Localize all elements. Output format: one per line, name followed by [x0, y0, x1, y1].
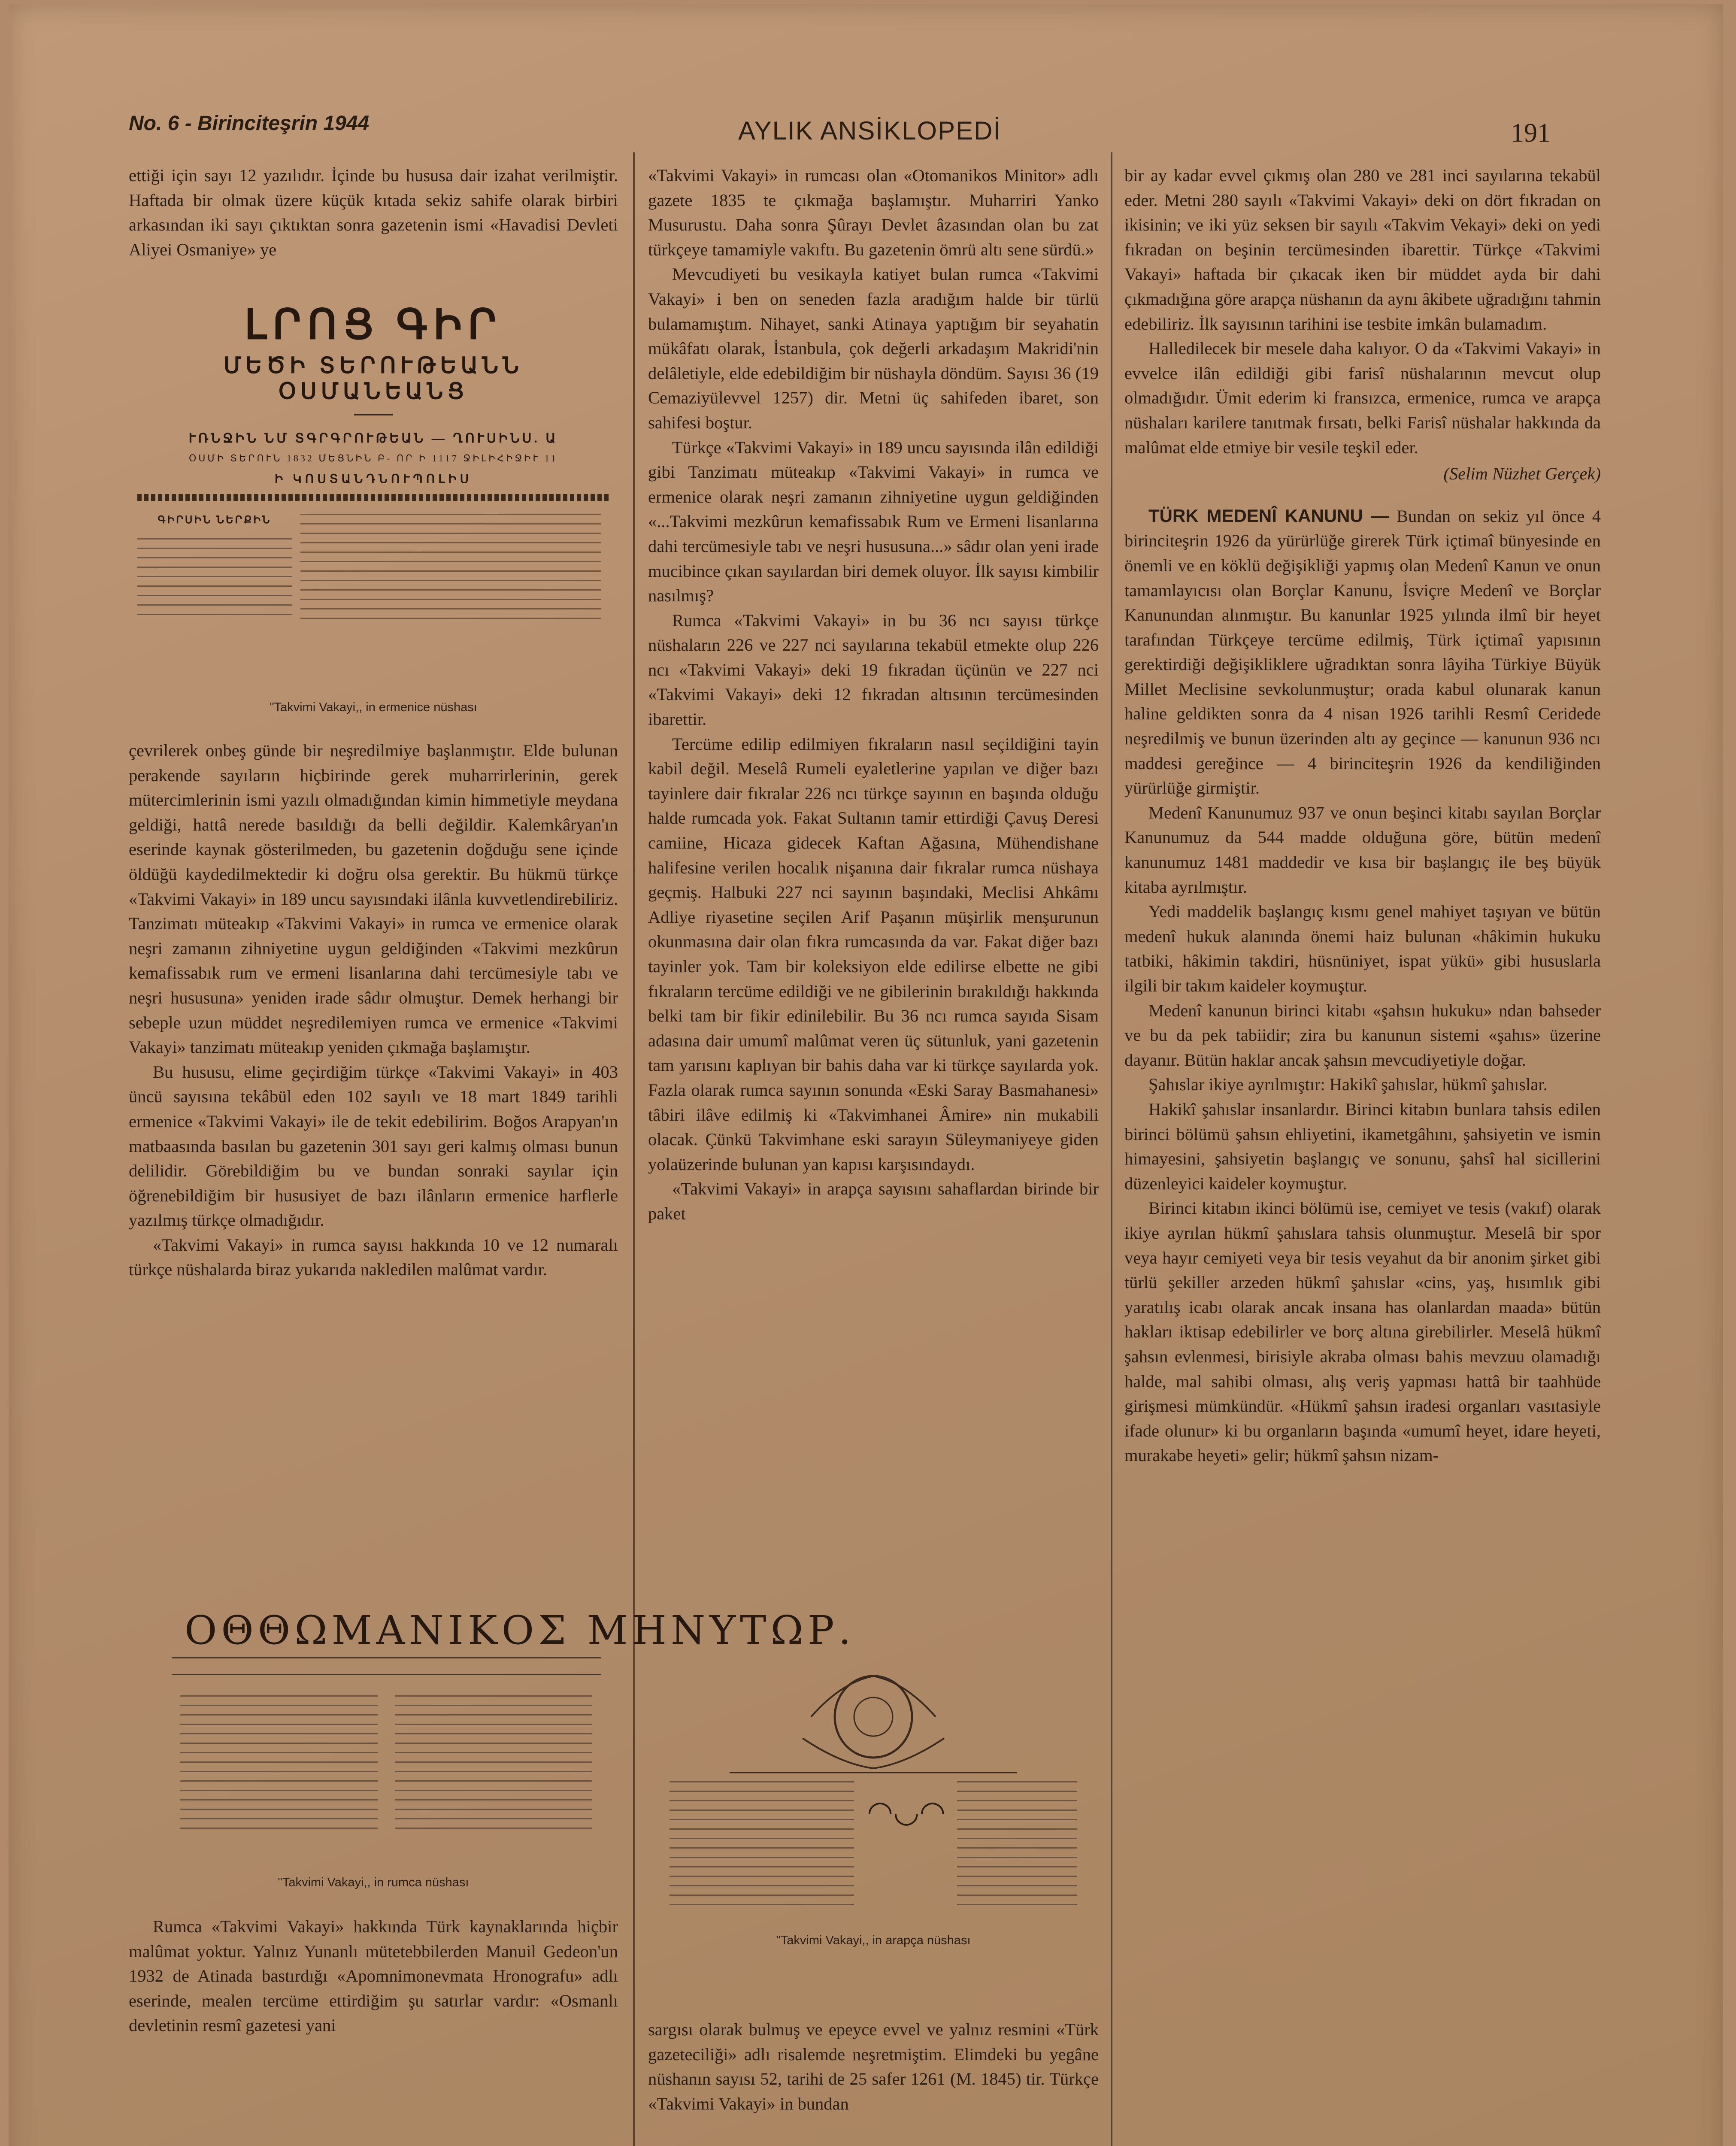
col1-top-text	[129, 163, 618, 262]
paragraph: sargısı olarak bulmuş ve epeyce evvel ve yalnız resmini «Türk gazeteciliği» adlı risalemde neşretmiştim. Elimdeki bu yegâne nüshanın sayısı 52, tarihi de 25 safer 1261 (M. 1845) tir. Türkçe «Takvimi Vakayi» in bundan	[648, 2020, 1099, 2113]
paragraph: Bu hususu, elime geçirdiğim türkçe «Takvimi Vakayi» in 403 üncü sayısına tekâbül eden 102 sayılı ve 18 mart 1849 tarihli ermenice «Takvimi Vakayi» ile de tekit edebilirim. Boğos Arapyan'ın matbaasında basılan bu gazetenin 301 sayı geri kalmış olması bunun delilidir. Görebildiğim bu ve bundan sonraki sayılar için öğrenebildiğim bir hususiyet de bazı ilânların ermenice harflerle yazılmış türkçe olmadığıdır.	[129, 1062, 618, 1230]
facsimile-title: ԼՐՈՑ ԳԻՐ	[244, 302, 503, 348]
emblem-icon	[661, 1665, 1086, 1777]
facsimile-rule	[172, 1674, 601, 1675]
facsimile-text-block	[137, 538, 292, 620]
paragraph: Rumca «Takvimi Vakayi» in bu 36 ncı sayısı türkçe nüshaların 226 ve 227 nci sayılarına tekabül etmekte olup 226 ncı «Takvimi Vakayi» deki 19 fıkradan üçünün ve 227 nci «Takvimi Vakayi» deki 12 fıkradan altısının tercümesinden ibarettir.	[648, 610, 1099, 729]
paragraph: Tercüme edilip edilmiyen fıkraların nasıl seçildiğini tayin kabil değil. Meselâ Rumeli eyaletlerine yapılan ve diğer bazı tayinlere dair fıkralar 226 ncı türkçe sayının en başında olduğu halde rumcada yok. Fakat Sultanın tamir ettirdiği Çavuş Deresi camiine, Hicaza gidecek Kaftan Ağasına, Mühendishane halifesine verilen hocalık nişanına dair fıkralar rumca nüshaya geçmiş. Halbuki 227 nci sayının başındaki, Meclisi Ahkâmı Adliye riyasetine seçilen Arif Paşanın müşirlik menşurunun okunmasına dair olan fıkra rumcasında da var. Fakat diğer bazı tayinler yok. Tam bir koleksiyon elde edilirse elbette ne gibi fıkraların tercüme edildiği ve ne gibilerinin bırakıldığı hakkında belki tam bir fikir edinilebilir. Bu 36 ncı rumca sayıda Sisam adasına dair umumî malûmat veren üç sütunluk, yani gazetenin tam yarısını kaplıyan bir bahis daha var ki türkçe sayılarda yok. Fazla olarak rumca sayının sonunda «Eski Saray Basmahanesi» tâbiri ilâve edilmiş ki «Takvimhanei Âmire» nin mukabili olacak. Çünkü Takvimhane eski sarayın Süleymaniyeye giden yolaüzerinde bulunan yan kapısı karşısındaydı.	[648, 734, 1099, 1174]
col3-body	[1124, 163, 1601, 1468]
column-divider-2	[1111, 152, 1112, 2146]
col1-body	[129, 738, 618, 1282]
col2-body	[648, 163, 1099, 1226]
col2-bottom	[648, 2017, 1099, 2116]
paragraph: Mevcudiyeti bu vesikayla katiyet bulan rumca «Takvimi Vakayi» i ben on seneden fazla aradığım halde bir türlü bulamamıştım. Nihayet, sanki Atinaya yaptığım bir seyahatin mükâfatı olarak, İstanbula, çok değerli arkadaşım Makridi'nin delâletiyle, elde edebildiğim bir nüshayla döndüm. Sayısı 36 (19 Cemaziyülevvel 1257) dir. Metni üç sahifeden ibaret, son sahifesi boştur.	[648, 264, 1099, 432]
image-caption: "Takvimi Vakayi,, in rumca nüshası	[278, 1876, 469, 1889]
column-divider-1	[633, 152, 635, 2146]
facsimile-text-block	[300, 514, 601, 625]
image-caption: "Takvimi Vakayi,, in ermenice nüshası	[270, 700, 477, 714]
article-title: TÜRK MEDENÎ KANUNU —	[1148, 505, 1389, 526]
image-caption: "Takvimi Vakayi,, in arapça nüshası	[776, 1934, 971, 1947]
issue-label: No. 6 - Birinciteşrin 1944	[129, 112, 370, 135]
author-signature: (Selim Nüzhet Gerçek)	[1443, 464, 1601, 484]
arabic-heading-glyph: ◠◡◠	[867, 1794, 946, 1829]
facsimile-text-block	[395, 1695, 592, 1833]
publication-title: AYLIK ANSİKLOPEDİ	[738, 116, 1002, 145]
paragraph: Medenî Kanunumuz 937 ve onun beşinci kitabı sayılan Borçlar Kanunumuz da 544 madde olduğuna göre, bütün medenî kanunumuz 1481 maddedir ve kısa bir başlangıç ile beş büyük kitaba ayrılmıştır.	[1124, 803, 1601, 897]
facsimile-line: ՒՌՆՋԻՆ ՆՄ ՏԳՐԳՐՈՒԹԵԱՆ — ՂՈՒՍԻՆՍ. Ա	[188, 431, 558, 446]
paragraph: «Takvimi Vakayi» in arapça sayısını sahaflardan birinde bir paket	[648, 1179, 1099, 1223]
facsimile-subtitle: ՄԵԾԻ ՏԵՐՈՒԹԵԱՆՆ ՕՍՄԱՆԵԱՆՑ	[223, 354, 524, 404]
paragraph: Halledilecek bir mesele daha kalıyor. O da «Takvimi Vakayi» in evvelce ilân edildiği gibi farisî nüshalarının mevcut olup olmadığıdır. Ümit ederim ki fransızca, ermenice, rumca ve arapça nüshaları karilere tanıtmak fırsatı, belki Farisî nüshalar hakkında da malûmat elde etmiye bir vesile teşkil eder.	[1124, 339, 1601, 457]
facsimile-line: ՕՍՄԻ ՏԵՐՈՒՆ 1832 ՄԵՑՆԻՆ Բ- ՈՐ Ի 1117 ՋԻԼԻՀԻՋԻՒ 11	[189, 453, 558, 464]
greek-newspaper-title: ΟΘΘΩΜΑΝΙΚΟΣ ΜΗΝΥΤΩΡ.	[185, 1607, 855, 1653]
page-number: 191	[1511, 118, 1551, 148]
facsimile-text-block	[180, 1695, 378, 1833]
facsimile-line: Ի ԿՈՍՏԱՆԴՆՈՒՊՈԼԻՍ	[274, 473, 473, 486]
paragraph: bir ay kadar evvel çıkmış olan 280 ve 281 inci sayılarına tekabül eder. Metni 280 sayılı «Takvimi Vakayi» deki on dört fıkradan on ikisinin; ve iki yüz seksen bir sayılı «Takvim Vekayi» deki on yedi fıkradan on beşinin tercümesinden ibarettir. Türkçe «Takvimi Vakayi» haftada bir çıkacak iken bir müddet ayda bir dahi çıkmadığına göre arapça nüshanın da aynı âkibete uğradığını tahmin edebiliriz. İlk sayısının tarihini ise tesbite imkân bulamadım.	[1124, 166, 1601, 333]
paragraph: Şahıslar ikiye ayrılmıştır: Hakikî şahıslar, hükmî şahıslar.	[1148, 1075, 1548, 1094]
facsimile-text-block	[670, 1781, 854, 1910]
col1-bottom	[129, 1914, 618, 2038]
armenian-facsimile	[137, 300, 609, 625]
paragraph: «Takvimi Vakayi» in rumca sayısı hakkında 10 ve 12 numaralı türkçe nüshalarda biraz yukarıda nakledilen malûmat vardır.	[129, 1235, 618, 1279]
facsimile-rule	[354, 414, 393, 415]
article-paragraph	[1124, 503, 1601, 800]
arabic-facsimile	[661, 1665, 1086, 1923]
facsimile-column-heading: ԳԻՐՍԻՆ ՆԵՐՔԻՆ	[158, 515, 272, 526]
paragraph: çevrilerek onbeş günde bir neşredilmiye başlanmıştır. Elde bulunan perakende sayıların hiçbirinde gerek muharrirlerinin, gerek mütercimlerinin ismi yazılı olmadığından kimin himmetiyle meydana geldiği, hattâ nerede basıldığı da belli değildir. Kalemkâryan'ın eserinde kaynak gösterilmeden, bu gazetenin doğduğu sene içinde öldüğü kaydedilmektedir ki doğru olsa gerektir. Bu hükmü türkçe «Takvimi Vakayi» in 189 uncu sayısındaki ilânla kuvvetlendirebiliriz. Tanzimatı müteakıp «Takvimi Vakayi» in rumca ve ermenice olarak neşri zamanın zihniyetine uygun geldiğinden «Takvimi mezkûrun kemafissabık rum ve ermeni lisanlarına dahi tercümesiyle tabı ve neşri hususuna» yeniden irade sâdır olmuştur. Demek herhangi bir sebeple uzun müddet neşredilemiyen rumca ve ermenice «Takvimi Vakayi» tanzimatı müteakıp yeniden çıkmağa başlamıştır.	[129, 741, 618, 1057]
facsimile-text-block	[957, 1781, 1077, 1910]
paragraph: «Takvimi Vakayi» in rumcası olan «Otomanikos Minitor» adlı gazete 1835 te çıkmağa başlamıştır. Muharriri Yanko Musurustu. Daha sonra Şûrayı Devlet âzasından olan bu zat türkçeye tamamiyle vakıftı. Bu gazetenin ömrü altı sene sürdü.»	[648, 166, 1099, 259]
paragraph: Türkçe «Takvimi Vakayi» in 189 uncu sayısında ilân edildiği gibi Tanzimatı müteakıp «Takvimi Vakayi» in rumca ve ermenice olarak neşri zamanın zihniyetine uygun geldiğinden «...Takvimi mezkûrun kemafissabık Rum ve Ermeni lisanlarına dahi tercümesiyle tabı ve neşri hususuna...» sâdır olan yeni irade mucibince çıkan sayılardan biri demek oluyor. İlk sayısı kimbilir nasılmış?	[648, 437, 1099, 606]
paragraph: Hakikî şahıslar insanlardır. Birinci kitabın bunlara tahsis edilen birinci bölümü şahsın ehliyetini, ikametgâhını, şahsiyetin ve ismin himayesini, şahsiyetin başlangıç ve sonunu, şahsî hal sicillerini düzenleyici kaideler koymuştur.	[1124, 1099, 1601, 1193]
paragraph: Medenî kanunun birinci kitabı «şahsın hukuku» ndan bahseder ve bu da pek tabiidir; zira bu kanunun sistemi «şahıs» üzerine dayanır. Bütün haklar ancak şahsın mevcudiyetiyle doğar.	[1124, 1000, 1601, 1070]
paragraph: ettiği için sayı 12 yazılıdır. İçinde bu hususa dair izahat verilmiştir. Haftada bir olmak üzere küçük kıtada sekiz sahife olarak birbiri arkasından iki sayı çıktıktan sonra gazetenin ismi «Havadisi Devleti Aliyei Osmaniye» ye	[129, 166, 618, 259]
article-text: Bundan on sekiz yıl önce 4 birinciteşrin 1926 da yürürlüğe girerek Türk içtimaî bünyesinde en önemli ve en köklü değişikliği yapmış olan Medenî Kanun ve onun tamamlayıcısı olan Borçlar Kanunu, İsviçre Medenî ve Borçlar Kanunundan alınmıştır. Bu kanunlar 1925 yılında ilmî bir heyet tarafından Türkçeye tercüme edilmiş, Türk içtimaî yapısının gerektirdiği değişikliklere uğradıktan sonra lâyiha Türkiye Büyük Millet Meclisine sevkolunmuştur; orada kabul olunarak kanun haline geldikten sonra da 4 nisan 1926 tarihli Resmî Ceridede neşredilmiş ve bunun üzerinden altı ay geçince — kanunun 936 ncı maddesi gereğince — 4 birinciteşrin 1926 da kendiliğinden yürürlüğe girmiştir.	[1124, 506, 1601, 798]
paragraph: Rumca «Takvimi Vakayi» hakkında Türk kaynaklarında hiçbir malûmat yoktur. Yalnız Yunanlı mütetebbilerden Manuil Gedeon'un 1932 de Atinada bastırdığı «Apomnimonevmata Hronografu» adlı eserinde, mealen tercüme ettirdiğim şu satırlar vardır: «Osmanlı devletinin resmî gazetesi yani	[129, 1917, 618, 2035]
paragraph: Yedi maddelik başlangıç kısmı genel mahiyet taşıyan ve bütün medenî hukuk alanında önemi haiz bulunan «hâkimin hukuku tatbiki, hâkimin takdiri, hüsnüniyet, ispat yükü» gibi hususlarla ilgili bir takım kaideler koymuştur.	[1124, 902, 1601, 995]
paragraph: Birinci kitabın ikinci bölümü ise, cemiyet ve tesis (vakıf) olarak ikiye ayrılan hükmî şahıslara tahsis olunmuştur. Meselâ bir spor veya hayır cemiyeti veya bir tesis veyahut da bir anonim şirket gibi türlü şekiller arzeden hükmî şahıslar «cins, yaş, hısımlık gibi yaratılış icabı olarak ancak insana has olanlardan maada» bütün hakları iktisap edebilirler ve borç altına girebilirler. Meselâ hükmî şahsın evlenmesi, birisiyle akraba olması bahis mevzuu olamadığı halde, mal sahibi olması, alış veriş yapması hattâ bir taahhüde girişmesi mümkündür. «Hükmî şahsın iradesi organları vasıtasiyle ifade olunur» ki bu organların başında «umumî heyet, idare heyeti, murakabe heyeti» gelir; hükmî şahsın nizam-	[1124, 1198, 1601, 1465]
facsimile-rule	[172, 1657, 601, 1658]
facsimile-ornament	[137, 494, 609, 501]
